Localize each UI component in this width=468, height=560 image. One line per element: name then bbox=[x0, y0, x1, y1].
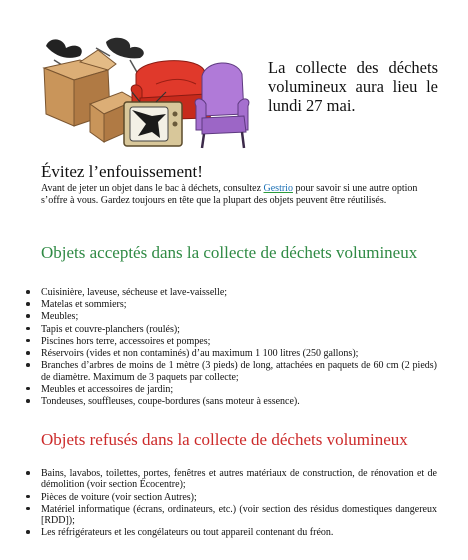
cardboard-boxes-icon bbox=[44, 50, 136, 142]
bullet-icon bbox=[26, 507, 30, 511]
bullet-icon bbox=[26, 363, 30, 367]
refused-items-title: Objets refusés dans la collecte de déchets volumineux bbox=[41, 430, 408, 449]
bulky-waste-illustration bbox=[36, 34, 256, 150]
refused-items-list bbox=[24, 468, 437, 540]
bullet-icon bbox=[26, 495, 30, 499]
list-item bbox=[24, 336, 437, 347]
list-item bbox=[24, 299, 437, 310]
bullet-icon bbox=[26, 290, 30, 294]
list-item-text: Réservoirs (vides et non contaminés) d’au maximum 1 100 litres (250 gallons); bbox=[41, 348, 359, 360]
list-item bbox=[24, 360, 437, 383]
intro-text-after: pour savoir si une autre option s’offre à vous. Gardez toujours en tête que la plupart des objets peuvent être réutilisés. bbox=[41, 183, 418, 207]
list-item-text: Tapis et couvre-planchers (roulés); bbox=[41, 323, 180, 335]
accepted-items-list bbox=[24, 287, 437, 408]
list-item bbox=[24, 504, 437, 527]
list-item-text: Tondeuses, souffleuses, coupe-bordures (sans moteur à essence). bbox=[41, 396, 300, 408]
list-item-text: Bains, lavabos, toilettes, portes, fenêtres et autres matériaux de construction, de rénovation et de démolition (voir section Écocentre); bbox=[41, 468, 437, 491]
list-item-text: Les réfrigérateurs et les congélateurs ou tout appareil contenant du fréon. bbox=[41, 527, 334, 539]
list-item bbox=[24, 348, 437, 359]
list-item-text: Meubles et accessoires de jardin; bbox=[41, 383, 174, 395]
gestrio-link[interactable]: Gestrio bbox=[263, 183, 293, 194]
intro-title: Évitez l’enfouissement! bbox=[41, 162, 203, 181]
list-item-text: Meubles; bbox=[41, 311, 79, 323]
accepted-items-title: Objets acceptés dans la collecte de déchets volumineux bbox=[41, 243, 418, 262]
list-item bbox=[24, 492, 437, 503]
list-item-text: Matelas et sommiers; bbox=[41, 299, 127, 311]
list-item bbox=[24, 396, 437, 407]
list-item bbox=[24, 324, 437, 335]
bullet-icon bbox=[26, 387, 30, 391]
list-item bbox=[24, 527, 437, 538]
list-item-text: Matériel informatique (écrans, ordinateurs, etc.) (voir section des résidus domestiques dangereux [RDD]); bbox=[41, 503, 437, 527]
bullet-icon bbox=[26, 530, 30, 534]
list-item bbox=[24, 468, 437, 491]
list-item bbox=[24, 287, 437, 298]
bullet-icon bbox=[26, 327, 30, 331]
bullet-icon bbox=[26, 339, 30, 343]
bullet-icon bbox=[26, 351, 30, 355]
bullet-icon bbox=[26, 471, 30, 475]
list-item-text: Pièces de voiture (voir section Autres); bbox=[41, 491, 197, 503]
bullet-icon bbox=[26, 302, 30, 306]
intro-paragraph bbox=[41, 183, 437, 207]
intro-text-before: Avant de jeter un objet dans le bac à déchets, consultez bbox=[41, 183, 264, 194]
purple-armchair-icon bbox=[195, 63, 249, 148]
bullet-icon bbox=[26, 399, 30, 403]
list-item-text: Piscines hors terre, accessoires et pompes; bbox=[41, 335, 211, 347]
list-item bbox=[24, 311, 437, 322]
list-item-text: Branches d’arbres de moins de 1 mètre (3 pieds) de long, attachées en paquets de 60 cm (2 pieds) de diamètre. Maximum de 3 paquets par collecte; bbox=[41, 360, 437, 383]
collection-date-headline: La collecte des déchets volumineux aura lieu le lundi 27 mai. bbox=[268, 58, 438, 115]
list-item-text: Cuisinière, laveuse, sécheuse et lave-vaisselle; bbox=[41, 287, 228, 298]
bullet-icon bbox=[26, 314, 30, 318]
list-item bbox=[24, 384, 437, 395]
